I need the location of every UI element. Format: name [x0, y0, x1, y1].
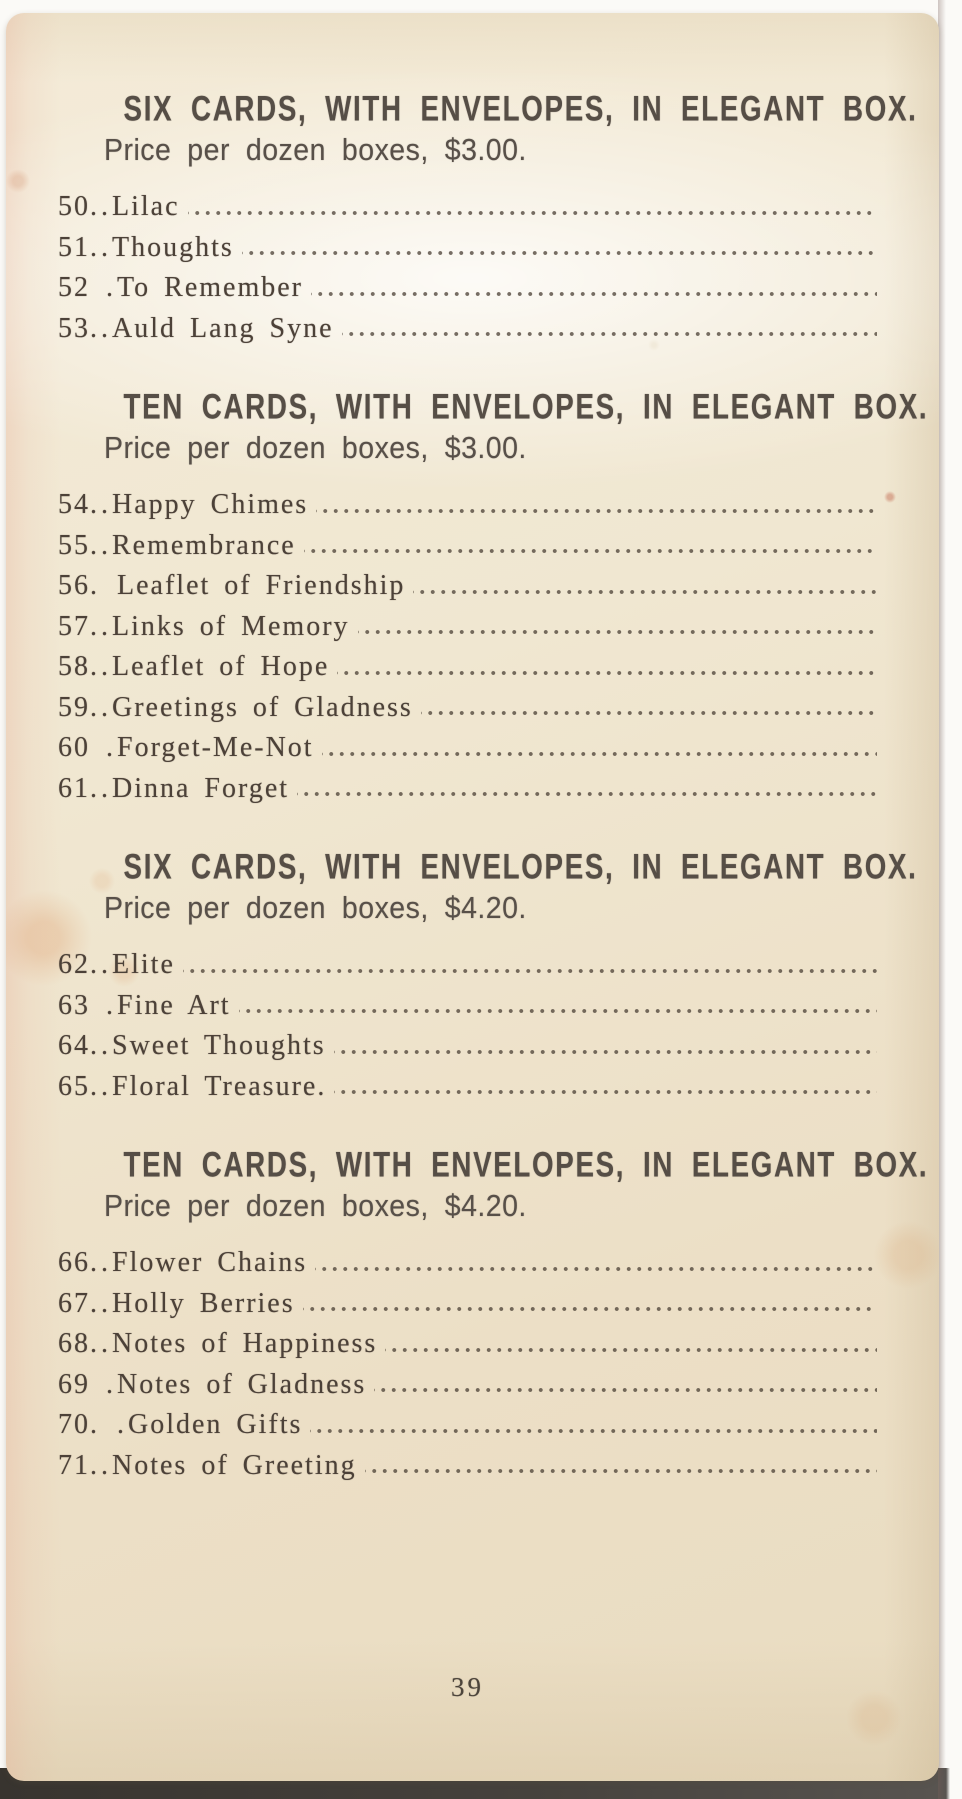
item-name: Fine Art: [117, 989, 231, 1021]
item-separator: ..: [90, 489, 112, 520]
dot-leader: [421, 688, 877, 729]
section-price-line: Price per dozen boxes, $3.00.: [104, 431, 527, 466]
dot-leader: [342, 309, 877, 350]
dot-leader: [334, 1067, 877, 1108]
catalog-item: [58, 1446, 877, 1487]
item-number: 60: [58, 732, 90, 763]
dot-leader: [374, 1365, 877, 1406]
item-list: [58, 187, 877, 349]
item-separator: . .: [90, 1409, 128, 1440]
dot-leader: [358, 607, 877, 648]
item-separator: .: [90, 570, 117, 601]
item-name: Holly Berries: [112, 1287, 295, 1319]
item-list: [58, 485, 877, 809]
item-number: 62: [58, 949, 90, 980]
item-separator: ..: [90, 1287, 112, 1319]
section-title: SIX CARDS, WITH ENVELOPES, IN ELEGANT BOX.: [123, 88, 918, 129]
dot-leader: [183, 945, 877, 986]
item-name: Leaflet of Friendship: [117, 570, 406, 601]
item-name: Thoughts: [112, 231, 234, 263]
item-name: Leaflet of Hope: [112, 651, 330, 682]
catalog-item: [58, 769, 877, 810]
catalog-item: [58, 1243, 877, 1284]
item-separator: .: [90, 272, 117, 303]
item-name: Flower Chains: [112, 1247, 308, 1278]
dot-leader: [337, 647, 877, 688]
item-separator: ..: [90, 529, 112, 561]
catalog-item: [58, 607, 877, 648]
dot-leader: [239, 986, 877, 1027]
section-price-line: Price per dozen boxes, $3.00.: [104, 133, 527, 168]
item-name: Dinna Forget: [112, 772, 290, 804]
item-name: Notes of Greeting: [112, 1449, 357, 1481]
item-separator: ..: [90, 651, 112, 682]
section-price-line: Price per dozen boxes, $4.20.: [104, 1189, 527, 1224]
item-name: Elite: [112, 949, 175, 980]
item-separator: .: [90, 732, 117, 763]
dot-leader: [322, 728, 877, 769]
item-number: 65: [58, 1070, 90, 1102]
dot-leader: [303, 1284, 877, 1325]
dot-leader: [316, 485, 877, 526]
item-name: Sweet Thoughts: [112, 1030, 326, 1061]
item-name: Lilac: [112, 191, 180, 222]
catalog-item: [58, 1405, 877, 1446]
section-ten-cards-420: [58, 1144, 929, 1486]
section-title: TEN CARDS, WITH ENVELOPES, IN ELEGANT BOX.: [123, 386, 929, 427]
item-separator: ..: [90, 1247, 112, 1278]
item-separator: ..: [90, 772, 112, 804]
item-separator: ..: [90, 191, 112, 222]
item-separator: ..: [90, 1030, 112, 1061]
dot-leader: [310, 1405, 877, 1446]
item-name: Notes of Gladness: [117, 1368, 367, 1400]
item-separator: ..: [90, 231, 112, 263]
section-title: TEN CARDS, WITH ENVELOPES, IN ELEGANT BOX.: [123, 1144, 929, 1185]
item-number: 66: [58, 1247, 90, 1278]
catalog-item: [58, 526, 877, 567]
section-ten-cards-300: [58, 386, 929, 809]
dot-leader: [413, 566, 877, 607]
item-separator: .: [90, 989, 117, 1021]
item-number: 68: [58, 1328, 90, 1359]
item-number: 56: [58, 570, 90, 601]
item-number: 52: [58, 272, 90, 303]
item-name: Auld Lang Syne: [112, 312, 334, 344]
catalog-item: [58, 1067, 877, 1108]
item-number: 64: [58, 1030, 90, 1061]
item-name: Links of Memory: [112, 610, 350, 642]
item-number: 53: [58, 312, 90, 344]
catalog-page: [6, 13, 939, 1781]
item-name: Greetings of Gladness: [112, 691, 413, 723]
dot-leader: [242, 228, 877, 269]
catalog-item: [58, 187, 877, 228]
catalog-item: [58, 268, 877, 309]
item-number: 58: [58, 651, 90, 682]
dot-leader: [315, 1243, 877, 1284]
catalog-item: [58, 1365, 877, 1406]
section-six-cards-300: [58, 88, 918, 349]
item-number: 57: [58, 610, 90, 642]
section-six-cards-420: [58, 846, 918, 1107]
catalog-item: [58, 1026, 877, 1067]
item-separator: ..: [90, 312, 112, 344]
item-number: 54: [58, 489, 90, 520]
scan-edge-shadow: [938, 0, 962, 1799]
item-number: 51: [58, 231, 90, 263]
catalog-item: [58, 647, 877, 688]
catalog-item: [58, 1284, 877, 1325]
item-number: 50: [58, 191, 90, 222]
item-separator: ..: [90, 691, 112, 723]
item-separator: ..: [90, 1449, 112, 1481]
item-separator: ..: [90, 610, 112, 642]
catalog-item: [58, 688, 877, 729]
item-separator: .: [90, 1368, 117, 1400]
item-number: 55: [58, 529, 90, 561]
item-number: 61: [58, 772, 90, 804]
catalog-item: [58, 309, 877, 350]
dot-leader: [188, 187, 877, 228]
item-separator: ..: [90, 949, 112, 980]
item-list: [58, 1243, 877, 1486]
dot-leader: [304, 526, 877, 567]
catalog-item: [58, 986, 877, 1027]
item-number: 70: [58, 1409, 90, 1440]
page-number: 39: [451, 1672, 484, 1702]
catalog-item: [58, 485, 877, 526]
catalog-item: [58, 728, 877, 769]
item-number: 59: [58, 691, 90, 723]
section-title: SIX CARDS, WITH ENVELOPES, IN ELEGANT BOX.: [123, 846, 918, 887]
dot-leader: [334, 1026, 877, 1067]
item-number: 69: [58, 1368, 90, 1400]
item-name: Forget-Me-Not: [117, 732, 314, 763]
item-separator: ..: [90, 1070, 112, 1102]
item-name: Remembrance: [112, 529, 296, 561]
dot-leader: [311, 268, 877, 309]
item-separator: ..: [90, 1328, 112, 1359]
item-number: 71: [58, 1449, 90, 1481]
catalog-item: [58, 1324, 877, 1365]
section-price-line: Price per dozen boxes, $4.20.: [104, 891, 527, 926]
catalog-item: [58, 566, 877, 607]
item-name: To Remember: [117, 272, 303, 303]
dot-leader: [385, 1324, 877, 1365]
item-number: 63: [58, 989, 90, 1021]
catalog-item: [58, 945, 877, 986]
dot-leader: [365, 1446, 877, 1487]
dot-leader: [297, 769, 877, 810]
item-list: [58, 945, 877, 1107]
item-name: Notes of Happiness: [112, 1328, 378, 1359]
item-name: Floral Treasure.: [112, 1070, 327, 1102]
item-name: Happy Chimes: [112, 489, 309, 520]
item-number: 67: [58, 1287, 90, 1319]
catalog-item: [58, 228, 877, 269]
item-name: Golden Gifts: [128, 1409, 303, 1440]
